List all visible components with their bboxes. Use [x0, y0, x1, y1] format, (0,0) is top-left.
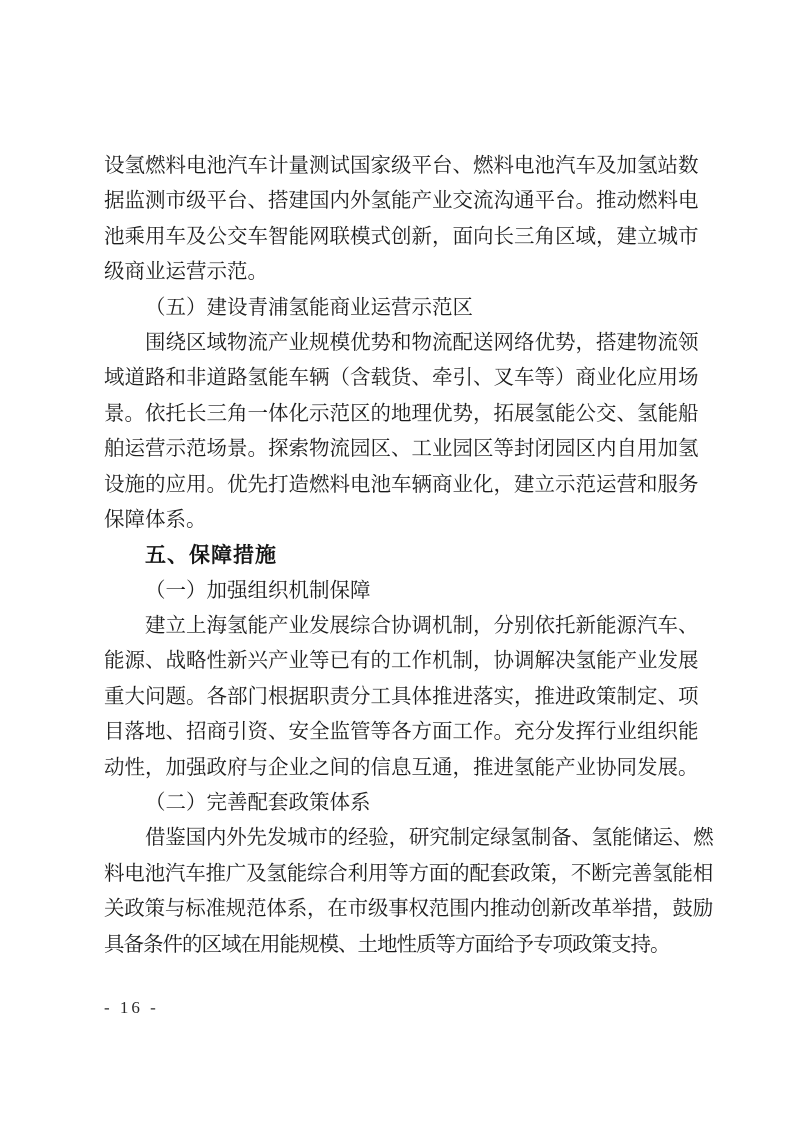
text-line: 围绕区域物流产业规模优势和物流配送网络优势，搭建物流领	[145, 331, 699, 354]
text-line: 关政策与标准规范体系，在市级事权范围内推动创新改革举措，鼓励	[104, 898, 713, 921]
text-line: 设施的应用。优先打造燃料电池车辆商业化，建立示范运营和服务	[104, 473, 699, 496]
text-line: 域道路和非道路氢能车辆（含载货、牵引、叉车等）商业化应用场	[104, 367, 699, 390]
text-line: 借鉴国内外先发城市的经验，研究制定绿氢制备、氢能储运、燃	[145, 827, 714, 850]
page-number: - 16 -	[104, 998, 159, 1017]
text-line: 料电池汽车推广及氢能综合利用等方面的配套政策，不断完善氢能相	[104, 862, 713, 885]
text-line: 舶运营示范场景。探索物流园区、工业园区等封闭园区内自用加氢	[104, 438, 699, 461]
text-line: 建立上海氢能产业发展综合协调机制，分别依托新能源汽车、	[145, 615, 699, 638]
subsection-heading-1: （一）加强组织机制保障	[145, 579, 371, 602]
text-line: 具备条件的区域在用能规模、土地性质等方面给予专项政策支持。	[104, 933, 670, 956]
subsection-heading-2: （二）完善配套政策体系	[145, 792, 371, 815]
document-body	[104, 149, 714, 963]
text-line: 目落地、招商引资、安全监管等各方面工作。充分发挥行业组织能	[104, 721, 699, 744]
text-line: 重大问题。各部门根据职责分工具体推进落实，推进政策制定、项	[104, 685, 699, 708]
text-line: 景。依托长三角一体化示范区的地理优势，拓展氢能公交、氢能船	[104, 402, 699, 425]
qingpu-demonstration-paragraph	[104, 326, 699, 538]
continued-paragraph	[104, 149, 699, 291]
text-line: 池乘用车及公交车智能网联模式创新，面向长三角区域，建立城市	[104, 225, 699, 248]
text-line: 级商业运营示范。	[104, 261, 268, 284]
page-footer	[104, 997, 159, 1019]
text-line: 能源、战略性新兴产业等已有的工作机制，协调解决氢能产业发展	[104, 650, 699, 673]
text-line: 动性，加强政府与企业之间的信息互通，推进氢能产业协同发展。	[104, 756, 699, 779]
policy-support-paragraph	[104, 821, 714, 963]
text-line: 保障体系。	[104, 508, 207, 531]
organization-mechanism-paragraph	[104, 609, 699, 786]
text-line: 设氢燃料电池汽车计量测试国家级平台、燃料电池汽车及加氢站数	[104, 155, 699, 177]
text-line: 据监测市级平台、搭建国内外氢能产业交流沟通平台。推动燃料电	[104, 190, 699, 213]
chapter-heading-safeguard-measures: 五、保障措施	[145, 544, 277, 568]
subsection-heading-5: （五）建设青浦氢能商业运营示范区	[145, 296, 473, 319]
